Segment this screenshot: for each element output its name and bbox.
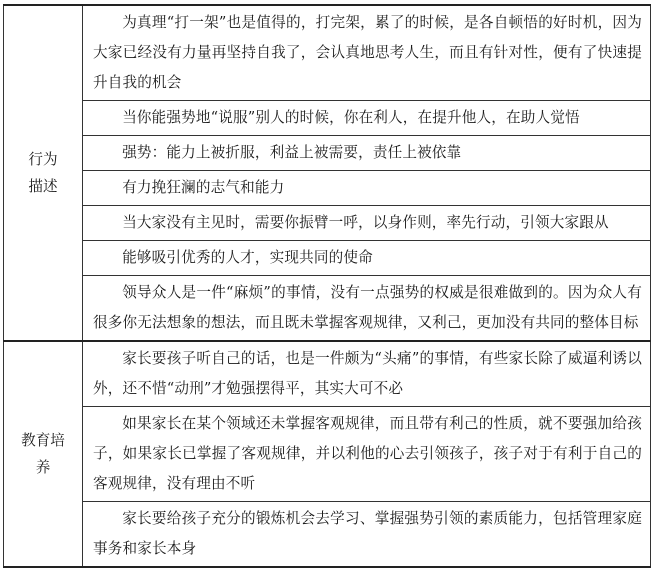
category-label: 教育培: [21, 432, 65, 449]
table-row: [4, 407, 651, 502]
category-label: 描述: [28, 178, 58, 195]
description-cell: 有力挽狂澜的志气和能力: [83, 171, 651, 206]
table-row: [4, 136, 651, 171]
table-row: [4, 206, 651, 241]
table-row: [4, 276, 651, 342]
description-cell: 当大家没有主见时，需要你振臂一呼，以身作则，率先行动，引领大家跟从: [83, 206, 651, 241]
description-cell: 能够吸引优秀的人才，实现共同的使命: [83, 241, 651, 276]
description-cell: 家长要给孩子充分的锻炼机会去学习、掌握强势引领的素质能力，包括管理家庭事务和家长本身: [83, 502, 651, 568]
category-label: 行为: [28, 151, 58, 168]
description-cell: 领导众人是一件“麻烦”的事情，没有一点强势的权威是很难做到的。因为众人有很多你无法想象的想法，而且既未掌握客观规律，又利己，更加没有共同的整体目标: [83, 276, 651, 342]
table-row: [4, 341, 651, 407]
description-cell: 当你能强势地“说服”别人的时候，你在利人，在提升他人，在助人觉悟: [83, 101, 651, 136]
table-row: [4, 502, 651, 568]
description-cell: 如果家长在某个领域还未掌握客观规律，而且带有利己的性质，就不要强加给孩子，如果家长已掌握了客观规律，并以利他的心去引领孩子，孩子对于有利于自己的客观规律，没有理由不听: [83, 407, 651, 502]
description-cell: 为真理“打一架”也是值得的，打完架，累了的时候，是各自顿悟的好时机，因为大家已经没有力量再坚持自我了，会认真地思考人生，而且有针对性，便有了快速提升自我的机会: [83, 5, 651, 101]
category-cell: [4, 341, 83, 567]
category-label: 养: [35, 459, 51, 476]
table-row: [4, 101, 651, 136]
description-cell: 家长要孩子听自己的话，也是一件颇为“头痛”的事情，有些家长除了威逼利诱以外，还不惜“动刑”才勉强摆得平，其实大可不必: [83, 341, 651, 407]
table-row: [4, 241, 651, 276]
table-row: [4, 5, 651, 101]
table-body: [4, 5, 651, 567]
content-table: [3, 4, 651, 568]
category-cell: [4, 5, 83, 341]
description-cell: 强势：能力上被折服，利益上被需要，责任上被依靠: [83, 136, 651, 171]
table-row: [4, 171, 651, 206]
